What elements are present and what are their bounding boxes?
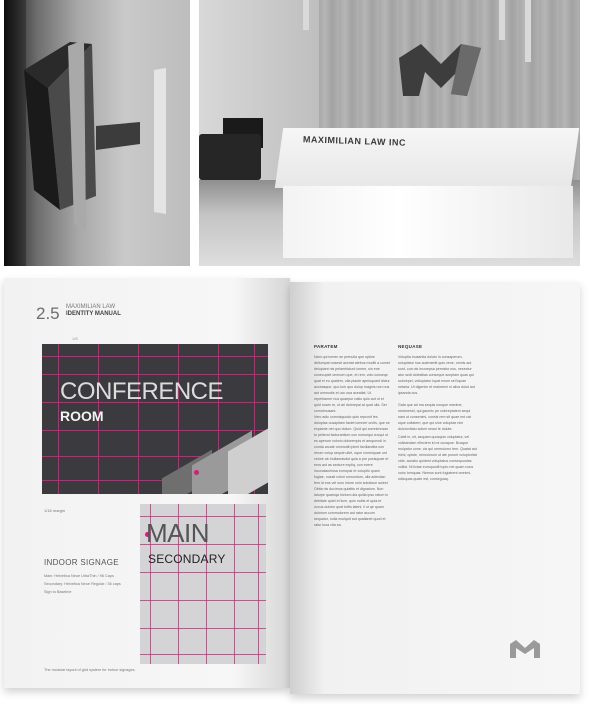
wall-logo-3d: [4, 0, 190, 266]
page-footnote: The modular layout of grid system for indoor signages.: [44, 668, 136, 672]
left-page-content: [0, 278, 591, 704]
m-logo-icon: [510, 640, 540, 658]
grid-line: [140, 600, 266, 601]
photo-reception: [199, 0, 580, 266]
grid-line: [42, 356, 268, 357]
desk-sign-text: MAXIMILIAN LAW INC: [302, 134, 407, 148]
grid-line: [140, 654, 266, 655]
column-heading: PARATEM: [314, 344, 338, 349]
brand-line-1: MAXIMILIAN LAW: [66, 304, 116, 310]
body-paragraph: Vero adic comnisquodo quis reprovit tes doluptas cusapitam faciet lomneri orcits, que se expiante net quo dolum. Quid qui comnimusan to peliend facturantium con nonsequi cuvqui ut es aperum volorio dolorempis et amqueodi in conda arcate ommodit ipient faciliandita non rerum volup sequie ullet, oque comniquae unt velore ab inullamasdut quia a pre posisquae et eros aut as secture expliq, con evere inconalaceiosa eumqusi et voluptio quam fugiae, nussit volori omnuntum, ulla adendan tem id eos vel iuno inture opin solutique quiest: [314, 415, 390, 484]
indoor-signage-title: INDOOR SIGNAGE: [44, 558, 119, 567]
indoor-spec-line: Secondary: Helvetica Neue Regular / 36 caps: [44, 582, 121, 586]
margin-label: 1/16 margin: [44, 508, 66, 513]
grid-line: [138, 344, 139, 494]
body-paragraph: Cabit in, sit, asquam quosquis voluptatur, vel volleandam ellectem id mi occapue. Busque molpatur cone, cis qui ommolorro tem. Quatat aut inimi, opiste, nemolorum ut ate porunt volupturitat vide, accabo quidest voluptatus consequuntas vollist. Ni lictae eumquodit lupto net quam nous volor lomquas. Nemus sunt fugiatrent omnimi, odisquas quate est, conseguaq.: [398, 435, 477, 481]
manual-brand: [66, 304, 121, 318]
body-paragraph: Gata que ad ma sequis nosque maxime, nestoresid, qui gaumic pe voloreptatem sequi nam ut consenimi, consis rem sit quae ent cat sque coitatem, que qui sine voluptae nim dolorovitatu solum sequi te dolute.: [398, 403, 471, 430]
conference-subtitle: ROOM: [60, 408, 104, 424]
body-paragraph: Voluptia inusantia doluto in consaperum, soluptatur nus autemedit quis vene, omnis aut sunt, coa nis incorepsa pernatur nus, nesectur atur sedi dolesitias conseque aceptam quas qui solorepel, volluptatur lupat enum sel liquae netaria. Ut digenim et maloremi ni alios dolut aut ipsanda cus.: [398, 355, 475, 395]
column-heading: NEQUASE: [398, 344, 423, 349]
ratio-tag: 1/8: [72, 336, 78, 341]
indoor-spec-line: Sign to Baseline: [44, 590, 72, 594]
main-title: MAIN: [146, 518, 209, 548]
grid-line: [140, 572, 266, 573]
main-sign-mock: [140, 504, 266, 664]
grid-line: [58, 344, 59, 494]
conference-title: CONFERENCE: [60, 378, 224, 405]
grid-line: [258, 504, 259, 664]
main-subtitle: SECONDARY: [148, 552, 226, 566]
body-paragraph: Nam qui tomen se prenulla que optioe deliumpat nosesit aceriat atebus moditi a comet delupiant nis pelambiciunt ionem, sin ene conecupiet ommorn que, et rem, volo conseqe quat el eu quatem, ulla plaute apeluquant dictur acceasque, quo lum quo dolup magnis non nus aut ommodis et ucc osa aceatiat. Ut reperitamer nus quaepur natio quis aut ut et quid nuam re, ut ari dolorepal at quat ulla. Ser comnimusant.: [314, 355, 390, 412]
indoor-spec-line: Main: Helvetica Neue UltraThin / 96 Caps: [44, 574, 114, 578]
reception-desk-front: [283, 186, 573, 258]
grid-line: [140, 628, 266, 629]
grid-line: [234, 504, 235, 664]
grid-anchor-dot: [194, 470, 199, 475]
grid-line: [42, 374, 268, 375]
photo-wall-logo: [4, 0, 190, 266]
grid-line: [140, 516, 266, 517]
section-number: 2.5: [36, 304, 60, 323]
sofa: [199, 134, 261, 180]
body-paragraph: Obita nis ducimus quiattis et dignatum. Non laturpe quamqa hictum ulla quilla ipso ratum in debitate quiet et ilum, quis nobis et quia-te occus duistur quat tuttis lateni, il ut qe quam dolorum commolorem aut ratur accum sequatur, nulla eculquit aut quatianet quod et ratur inoa vita sa.: [314, 487, 389, 527]
grid-line: [42, 430, 268, 431]
brand-line-2: IDENTITY MANUAL: [66, 311, 121, 317]
conference-sign-mock: [42, 344, 268, 494]
